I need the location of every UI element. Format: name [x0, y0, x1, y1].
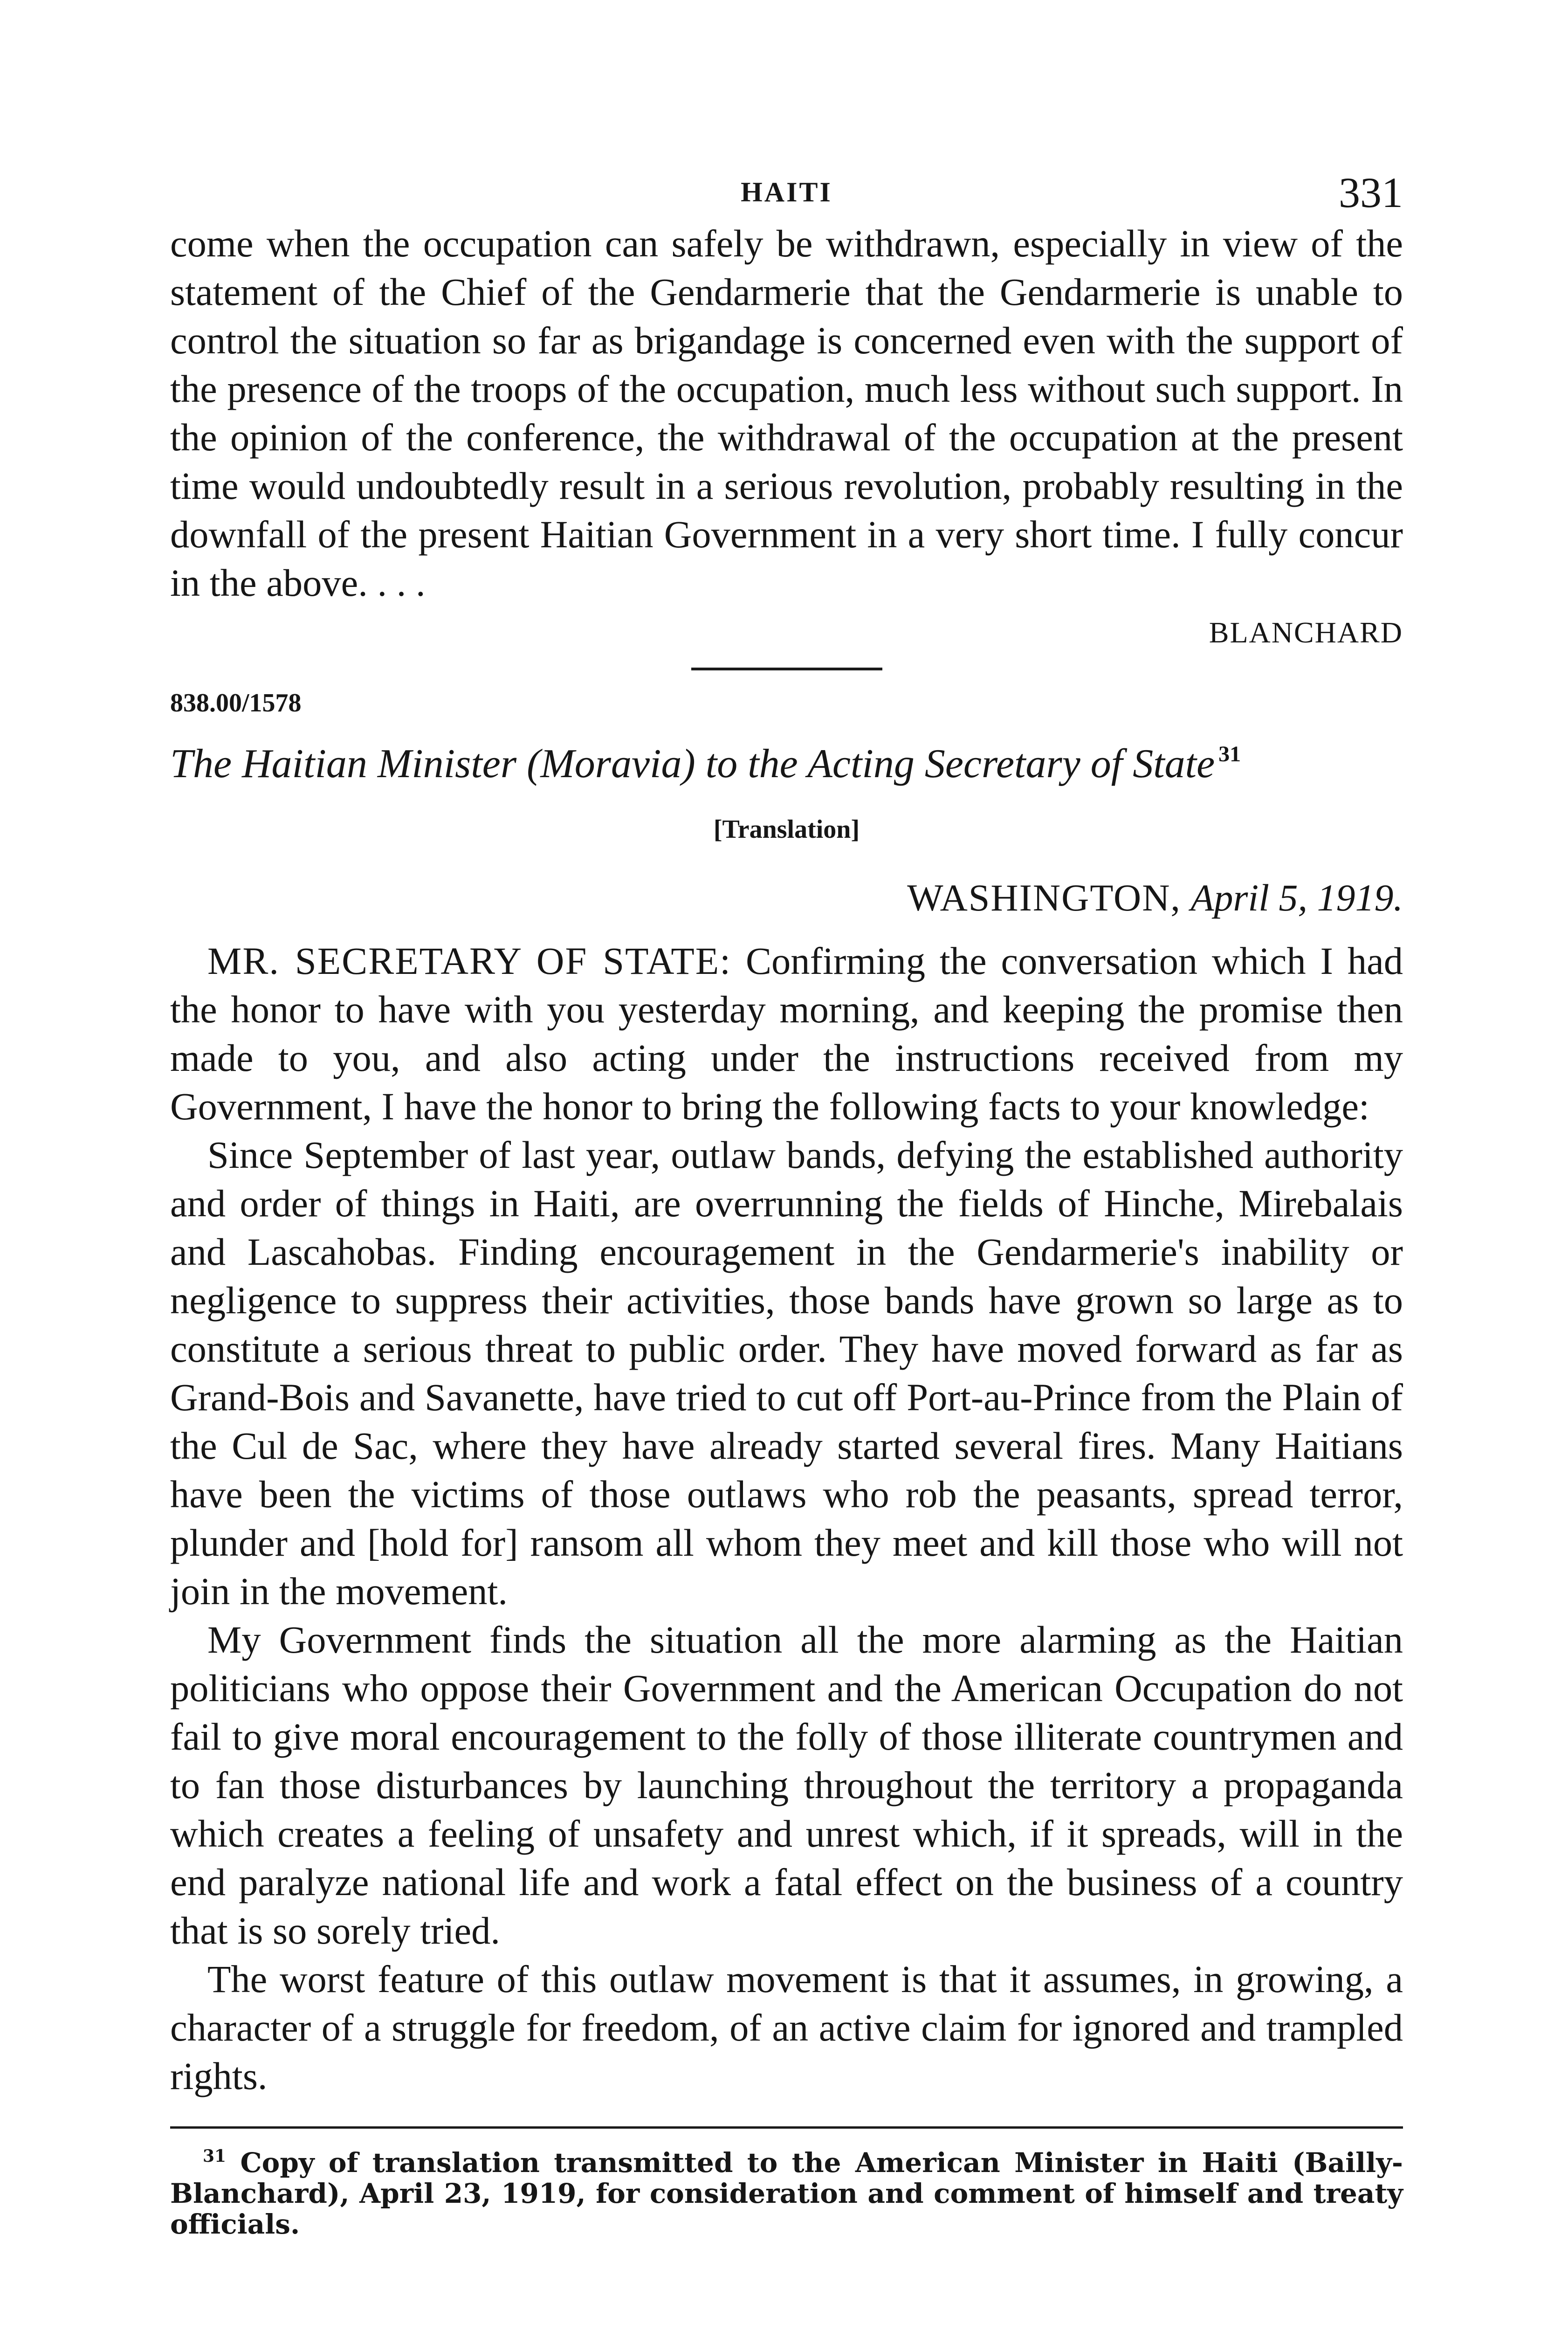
footnote-rule — [170, 2126, 1403, 2129]
page-number: 331 — [1339, 169, 1403, 216]
opening-paragraph-text: Confirming the conversation which I had the honor to have with you yesterday morning, and keeping the promise then made to you, and also acting under the instructions received from my Government, I have the honor to bring the following facts to your knowledge: — [170, 939, 1403, 1128]
letter-body — [170, 937, 1403, 2100]
dateline-place: WASHINGTON, — [907, 876, 1181, 919]
document-title — [170, 740, 1403, 787]
translation-note: [Translation] — [713, 815, 860, 844]
running-head-title: HAITI — [741, 177, 832, 207]
footnote — [170, 2141, 1403, 2240]
section-separator — [691, 668, 882, 670]
continued-paragraph: come when the occupation can safely be withdrawn, especially in view of the statement of the Chief of the Gendarmerie that the Gendarmerie is unable to control the situation so far as brigandage is concerned even with the support of the presence of the troops of the occupation, much less without such support. In the opinion of the conference, the withdrawal of the occupation at the present time would undoubtedly result in a serious revolution, probably resulting in the downfall of the present Haitian Government in a very short time. I fully concur in the above. . . . — [170, 222, 1403, 604]
dateline — [170, 876, 1403, 920]
body-paragraph: Since September of last year, outlaw bands, defying the established authority and order of things in Haiti, are overrunning the fields of Hinche, Mirebalais and Lascahobas. Finding encouragement in the Gendarmerie's inability or negligence to suppress their activities, those bands have grown so large as to constitute a serious threat to public order. They have moved forward as far as Grand-Bois and Savanette, have tried to cut off Port-au-Prince from the Plain of the Cul de Sac, where they have already started several fires. Many Haitians have been the victims of those outlaws who rob the peasants, spread terror, plunder and [hold for] ransom all whom they meet and kill those who will not join in the movement. — [170, 1133, 1403, 1613]
body-paragraph: The worst feature of this outlaw movement is that it assumes, in growing, a character of a struggle for freedom, of an active claim for ignored and trampled rights. — [170, 1958, 1403, 2097]
signature-name: BLANCHARD — [1209, 616, 1403, 649]
body-paragraph: My Government finds the situation all the more alarming as the Haitian politicians who oppose their Government and the American Occupation do not fail to give moral encouragement to the folly of those illiterate countrymen and to fan those disturbances by launching throughout the territory a propaganda which creates a feeling of unsafety and unrest which, if it spreads, will in the end paralyze national life and work a fatal effect on the business of a country that is so sorely tried. — [170, 1618, 1403, 1952]
opening-paragraph — [170, 937, 1403, 1131]
footnote-text: Copy of translation transmitted to the American Minister in Haiti (Bailly-Blanchard), April 23, 1919, for consideration and comment of himself and treaty officials. — [170, 2147, 1403, 2240]
document-title-text: The Haitian Minister (Moravia) to the Acting Secretary of State — [170, 741, 1215, 786]
footnote-number: 31 — [203, 2146, 227, 2166]
footnote-reference: 31 — [1218, 742, 1241, 766]
document-page — [170, 168, 1403, 2240]
salutation: MR. SECRETARY OF STATE: — [207, 939, 732, 982]
dateline-date: April 5, 1919. — [1190, 876, 1403, 919]
running-head — [170, 168, 1403, 219]
signature — [170, 615, 1403, 657]
continued-text-block — [170, 219, 1403, 607]
file-number: 838.00/1578 — [170, 689, 302, 717]
